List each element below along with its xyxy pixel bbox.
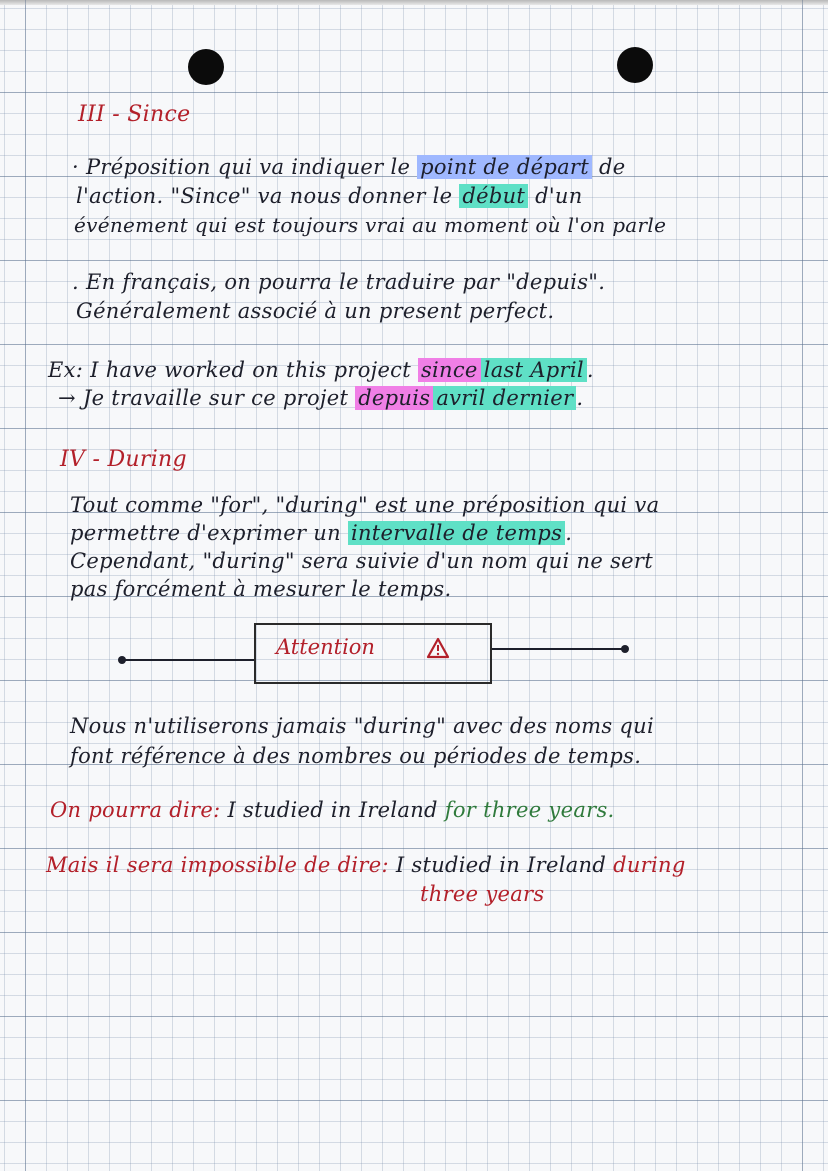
grid-line [0, 92, 828, 93]
grid-line [0, 1016, 828, 1017]
grid-line [0, 260, 828, 261]
text-line: font référence à des nombres ou périodes de temps. [70, 744, 642, 768]
text-span: I studied in Ireland [388, 853, 614, 877]
text-span: . [565, 521, 573, 545]
text-span: permettre d'exprimer un [70, 521, 348, 545]
text-span: . [586, 358, 594, 382]
text-span: de [591, 155, 626, 179]
page-top-edge [0, 0, 828, 5]
highlight-point-de-depart: point de départ [417, 155, 592, 179]
text-line: three years [420, 882, 545, 906]
text-span: for three years. [444, 798, 615, 822]
example-line-en [48, 358, 594, 382]
section-3-title: III - Since [78, 102, 191, 127]
example-can-say [50, 798, 615, 822]
text-span: On pourra dire: [50, 798, 221, 822]
highlight-intervalle: intervalle de temps [348, 521, 565, 545]
highlight-debut: début [459, 184, 528, 208]
grid-line [0, 932, 828, 933]
grid-line [0, 848, 828, 849]
grid-line [0, 428, 828, 429]
text-line: Tout comme "for", "during" est une préposition qui va [70, 493, 660, 517]
text-span: d'un [528, 184, 583, 208]
warning-icon [426, 636, 450, 660]
text-line [70, 521, 572, 545]
attention-box [254, 623, 492, 684]
text-line [76, 184, 583, 208]
text-span: Ex: I have worked on this project [48, 358, 418, 382]
highlight-since: since [418, 358, 481, 382]
binder-hole-left [188, 49, 224, 85]
attention-line-endpoint [621, 645, 629, 653]
attention-line-right [490, 648, 626, 650]
attention-line-left [122, 659, 256, 661]
grid-line [0, 344, 828, 345]
example-cannot-say [46, 853, 686, 877]
text-span: Mais il sera impossible de dire: [46, 853, 389, 877]
text-line: événement qui est toujours vrai au moment où l'on parle [74, 213, 667, 237]
highlight-last-april: last April [481, 358, 587, 382]
section-4-title: IV - During [60, 447, 187, 472]
text-line: Nous n'utiliserons jamais "during" avec des noms qui [70, 714, 654, 738]
binder-hole-right [617, 47, 653, 83]
text-line [72, 155, 625, 179]
highlight-depuis: depuis [355, 386, 433, 410]
text-span: l'action. "Since" va nous donner le [76, 184, 460, 208]
text-span: during [613, 853, 686, 877]
grid-line [0, 1100, 828, 1101]
text-line: pas forcément à mesurer le temps. [70, 577, 452, 601]
example-line-fr [58, 386, 583, 410]
text-line: Cependant, "during" sera suivie d'un nom qui ne sert [70, 549, 653, 573]
attention-label: Attention [276, 635, 375, 659]
text-line: . En français, on pourra le traduire par "depuis". [72, 270, 606, 294]
text-span: I studied in Ireland [220, 798, 445, 822]
text-line: Généralement associé à un present perfect. [76, 299, 555, 323]
text-span: . [576, 386, 584, 410]
text-span: → Je travaille sur ce projet [58, 386, 356, 410]
text-span: · Préposition qui va indiquer le [72, 155, 418, 179]
highlight-avril-dernier: avril dernier [433, 386, 576, 410]
